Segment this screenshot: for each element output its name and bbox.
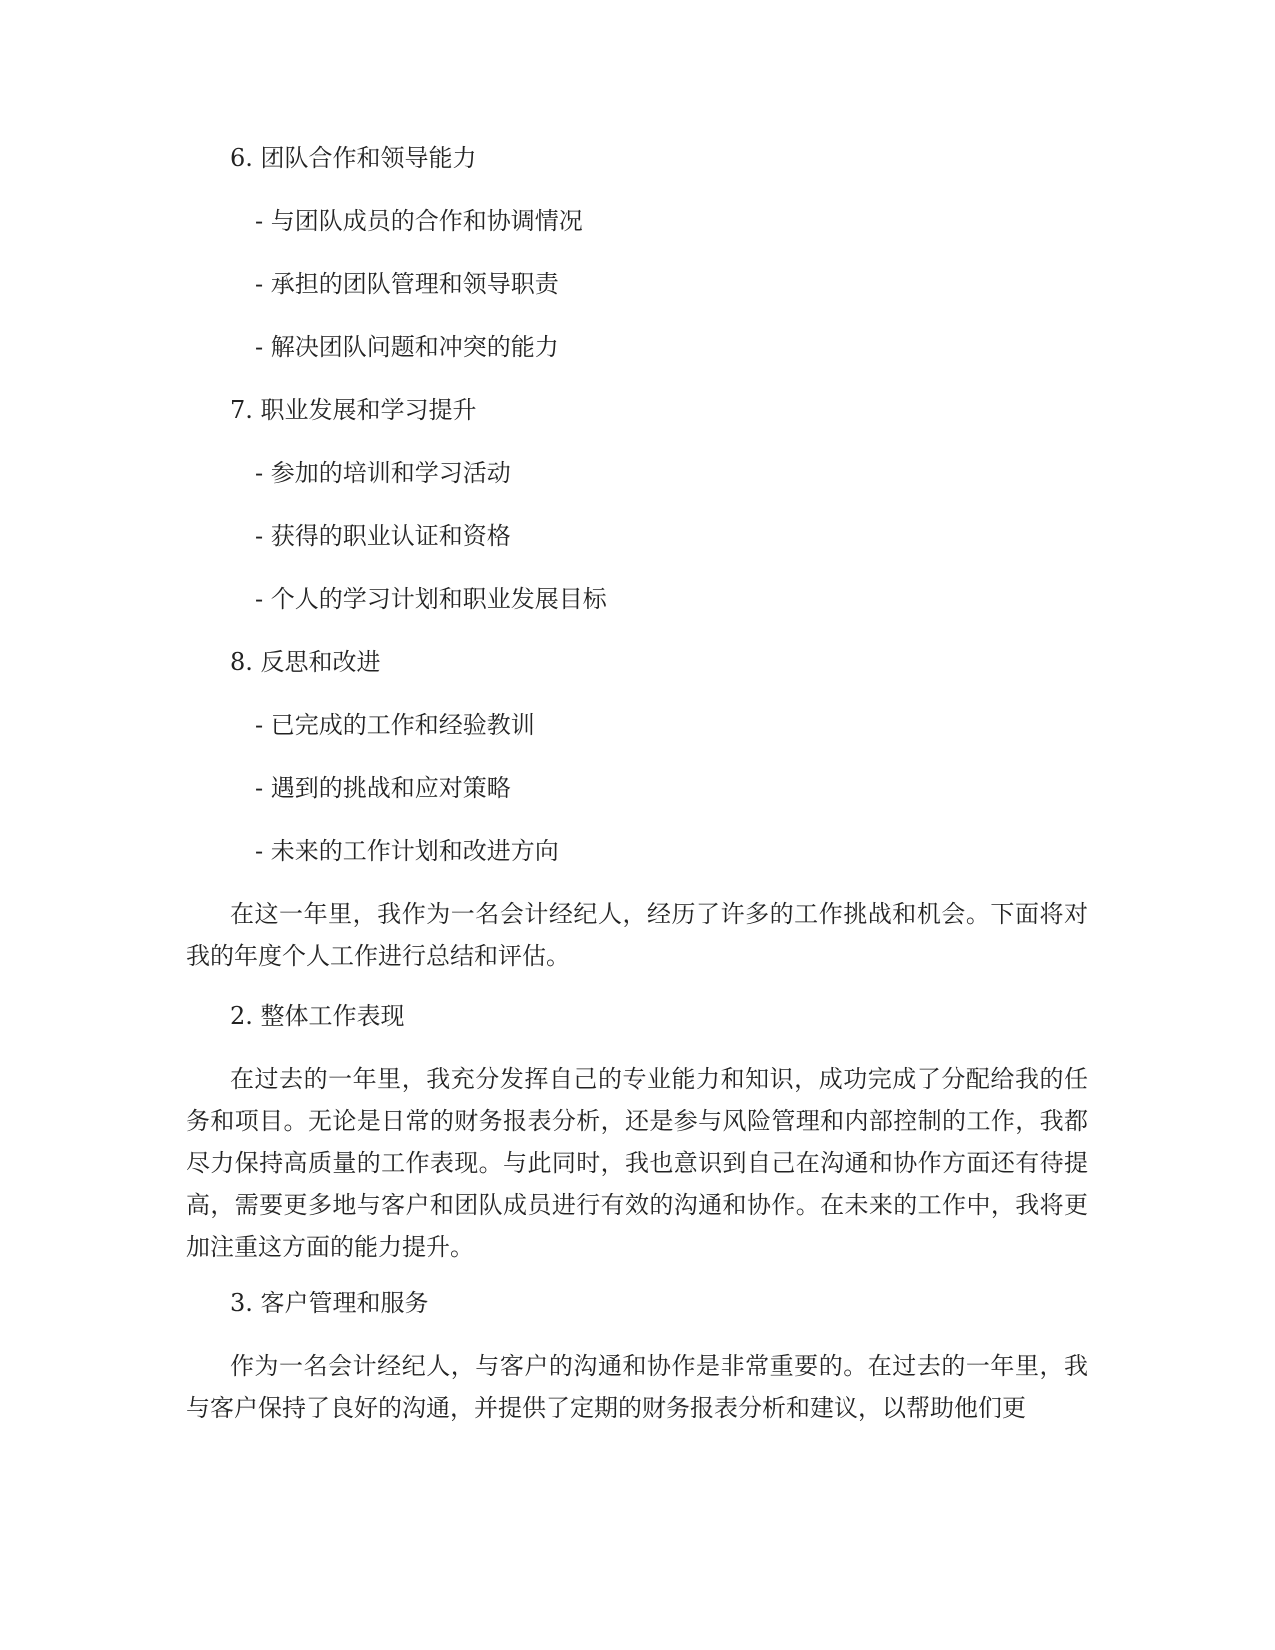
section-8-item-3: - 未来的工作计划和改进方向 <box>255 837 559 865</box>
section-3-heading: 3. 客户管理和服务 <box>230 1289 429 1317</box>
section-8-item-1: - 已完成的工作和经验教训 <box>255 711 535 739</box>
section-6-item-1: - 与团队成员的合作和协调情况 <box>255 207 583 235</box>
section-3-paragraph: 作为一名会计经纪人，与客户的沟通和协作是非常重要的。在过去的一年里，我与客户保持了良好的沟通，并提供了定期的财务报表分析和建议，以帮助他们更 <box>186 1352 1088 1422</box>
section-7-heading: 7. 职业发展和学习提升 <box>230 396 477 424</box>
section-2-heading: 2. 整体工作表现 <box>230 1002 405 1030</box>
section-7-item-1: - 参加的培训和学习活动 <box>255 459 511 487</box>
section-8-item-2: - 遇到的挑战和应对策略 <box>255 774 511 802</box>
section-2-paragraph: 在过去的一年里，我充分发挥自己的专业能力和知识，成功完成了分配给我的任务和项目。无论是日常的财务报表分析，还是参与风险管理和内部控制的工作，我都尽力保持高质量的工作表现。与此同时，我也意识到自己在沟通和协作方面还有待提高，需要更多地与客户和团队成员进行有效的沟通和协作。在未来的工作中，我将更加注重这方面的能力提升。 <box>186 1065 1088 1261</box>
section-6-item-3: - 解决团队问题和冲突的能力 <box>255 333 559 361</box>
section-6-item-2: - 承担的团队管理和领导职责 <box>255 270 559 298</box>
section-8-heading: 8. 反思和改进 <box>230 648 381 676</box>
section-7-item-3: - 个人的学习计划和职业发展目标 <box>255 585 607 613</box>
intro-paragraph: 在这一年里，我作为一名会计经纪人，经历了许多的工作挑战和机会。下面将对我的年度个人工作进行总结和评估。 <box>186 900 1088 970</box>
section-7-item-2: - 获得的职业认证和资格 <box>255 522 511 550</box>
section-6-heading: 6. 团队合作和领导能力 <box>230 144 477 172</box>
